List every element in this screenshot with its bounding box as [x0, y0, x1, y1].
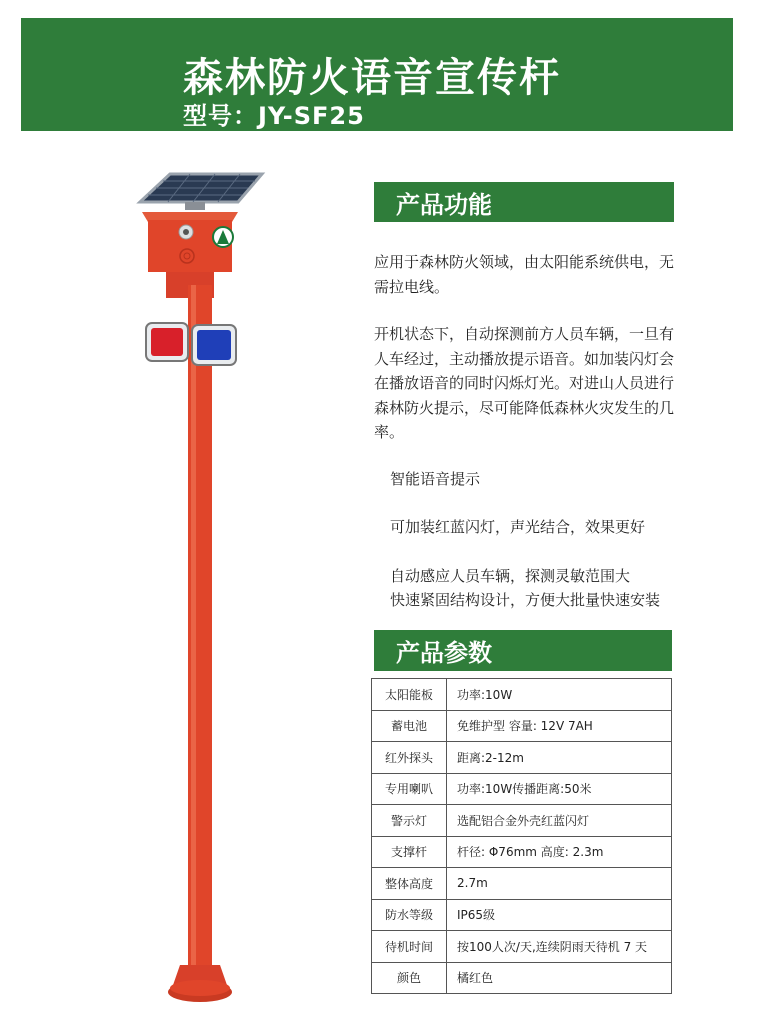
table-row: [372, 868, 672, 900]
pole-illustration: [130, 160, 270, 1010]
spec-value: 功率:10W: [447, 679, 672, 711]
pole-base: [168, 965, 232, 1002]
page-title: 森林防火语音宣传杆: [183, 55, 561, 101]
feature-item: 自动感应人员车辆，探测灵敏范围大: [390, 567, 631, 585]
spec-key: 专用喇叭: [372, 773, 447, 805]
title-banner: [21, 18, 733, 131]
model-number: 型号：JY-SF25: [183, 102, 365, 130]
spec-key: 防水等级: [372, 899, 447, 931]
product-image: [130, 160, 270, 1010]
spec-value: 按100人次/天,连续阴雨天待机 7 天: [447, 931, 672, 963]
spec-value: 2.7m: [447, 868, 672, 900]
spec-key: 支撑杆: [372, 836, 447, 868]
table-row: [372, 679, 672, 711]
spec-value: 选配铝合金外壳红蓝闪灯: [447, 805, 672, 837]
spec-key: 颜色: [372, 962, 447, 994]
table-row: [372, 773, 672, 805]
table-row: [372, 805, 672, 837]
spec-value: 功率:10W传播距离:50米: [447, 773, 672, 805]
spec-key: 红外探头: [372, 742, 447, 774]
table-row: [372, 899, 672, 931]
params-section-title: 产品参数: [374, 630, 672, 671]
spec-value: 杆径: Φ76mm 高度: 2.3m: [447, 836, 672, 868]
features-section-title: 产品功能: [374, 182, 674, 222]
table-row: [372, 836, 672, 868]
spec-key: 太阳能板: [372, 679, 447, 711]
spec-value: 距离:2-12m: [447, 742, 672, 774]
spec-value: IP65级: [447, 899, 672, 931]
features-paragraph-2: 开机状态下，自动探测前方人员车辆，一旦有人车经过，主动播放提示语音。如加装闪灯会在播放语音的同时闪烁灯光。对进山人员进行森林防火提示，尽可能降低森林火灾发生的几率。: [374, 325, 675, 441]
spec-key: 待机时间: [372, 931, 447, 963]
spec-value: 免维护型 容量: 12V 7AH: [447, 710, 672, 742]
feature-item: 可加装红蓝闪灯，声光结合，效果更好: [390, 518, 646, 536]
solar-panel: [140, 174, 262, 210]
table-row: [372, 710, 672, 742]
table-row: [372, 742, 672, 774]
table-row: [372, 962, 672, 994]
spec-key: 整体高度: [372, 868, 447, 900]
spec-key: 警示灯: [372, 805, 447, 837]
table-row: [372, 931, 672, 963]
feature-item: 快速紧固结构设计，方便大批量快速安装: [390, 591, 661, 609]
feature-item: 智能语音提示: [390, 470, 481, 488]
features-paragraph-1: 应用于森林防火领域，由太阳能系统供电，无需拉电线。: [374, 253, 675, 296]
spec-value: 橘红色: [447, 962, 672, 994]
spec-table: [371, 678, 672, 994]
spec-key: 蓄电池: [372, 710, 447, 742]
